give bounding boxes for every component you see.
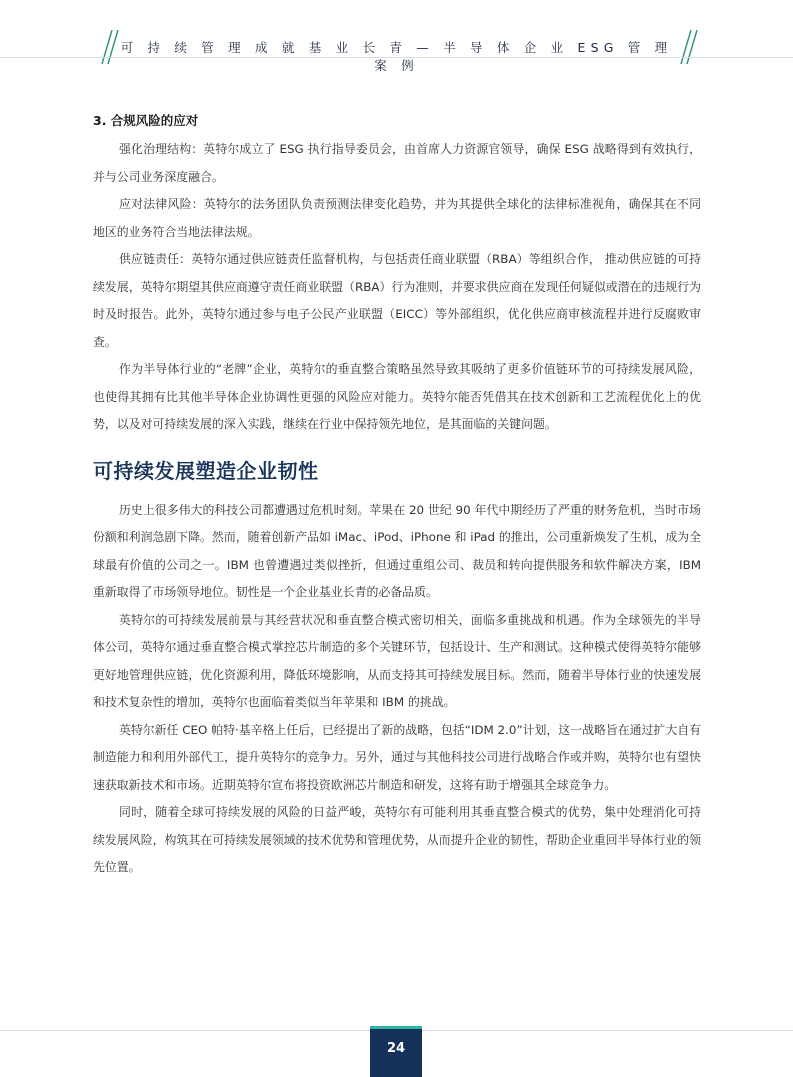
subsection-heading-compliance-risk: 3. 合规风险的应对 [93,113,199,128]
paragraph: 历史上很多伟大的科技公司都遭遇过危机时刻。苹果在 20 世纪 90 年代中期经历了严重的财务危机，当时市场份额和利润急剧下降。然而，随着创新产品如 iMac、iPod、iPhone 和 iPad 的推出，公司重新焕发了生机，成为全球最有价值的公司之一。IBM 也曾遭遇过类似挫折，但通过重组公司、裁员和转向提供服务和软件解决方案，IBM 重新取得了市场领导地位。韧性是一个企业基业长青的必备品质。 [93,502,701,599]
paragraph: 同时，随着全球可持续发展的风险的日益严峻，英特尔有可能利用其垂直整合模式的优势，集中处理消化可持续发展风险，构筑其在可持续发展领域的技术优势和管理优势，从而提升企业的韧性，帮助企业重回半导体行业的领先位置。 [93,805,701,874]
header-title: 可 持 续 管 理 成 就 基 业 长 青 — 半 导 体 企 业 ESG 管 理 案 例 [120,40,673,73]
page-header [0,0,793,73]
header-divider [0,57,793,58]
paragraph: 供应链责任：英特尔通过供应链责任监督机构，与包括责任商业联盟（RBA）等组织合作， 推动供应链的可持续发展，英特尔期望其供应商遵守责任商业联盟（RBA）行为准则，并要求供应商在发现任何疑似或潜在的违规行为时及时报告。此外，英特尔通过参与电子公民产业联盟（EICC）等外部组织，优化供应商审核流程并进行反腐败审查。 [93,252,701,349]
header-slash-right-icon [678,30,704,64]
paragraph: 英特尔的可持续发展前景与其经营状况和垂直整合模式密切相关，面临多重挑战和机遇。作为全球领先的半导体公司，英特尔通过垂直整合模式掌控芯片制造的多个关键环节，包括设计、生产和测试。这种模式使得英特尔能够更好地管理供应链，优化资源利用，降低环境影响，从而支持其可持续发展目标。然而，随着半导体行业的快速发展和技术复杂性的增加，英特尔也面临着类似当年苹果和 IBM 的挑战。 [93,612,701,709]
paragraph: 应对法律风险：英特尔的法务团队负责预测法律变化趋势，并为其提供全球化的法律标准视角，确保其在不同地区的业务符合当地法律法规。 [93,197,701,239]
paragraph: 强化治理结构：英特尔成立了 ESG 执行指导委员会，由首席人力资源官领导，确保 ESG 战略得到有效执行，并与公司业务深度融合。 [93,142,701,184]
paragraph: 英特尔新任 CEO 帕特·基辛格上任后，已经提出了新的战略，包括“IDM 2.0”计划，这一战略旨在通过扩大自有制造能力和利用外部代工，提升英特尔的竞争力。另外，通过与其他科技公司进行战略合作或并购，英特尔也有望快速获取新技术和市场。近期英特尔宣布将投资欧洲芯片制造和研发，这将有助于增强其全球竞争力。 [93,722,701,792]
paragraph: 作为半导体行业的“老牌”企业，英特尔的垂直整合策略虽然导致其吸纳了更多价值链环节的可持续发展风险，也使得其拥有比其他半导体企业协调性更强的风险应对能力。英特尔能否凭借其在技术创新和工艺流程优化上的优势，以及对可持续发展的深入实践，继续在行业中保持领先地位，是其面临的关键问题。 [93,362,701,431]
page-number: 24 [386,1041,406,1056]
section-heading-resilience: 可持续发展塑造企业韧性 [93,458,319,483]
header-slash-left-icon [93,30,119,64]
page-content [93,112,701,882]
page-number-box [370,1026,422,1077]
